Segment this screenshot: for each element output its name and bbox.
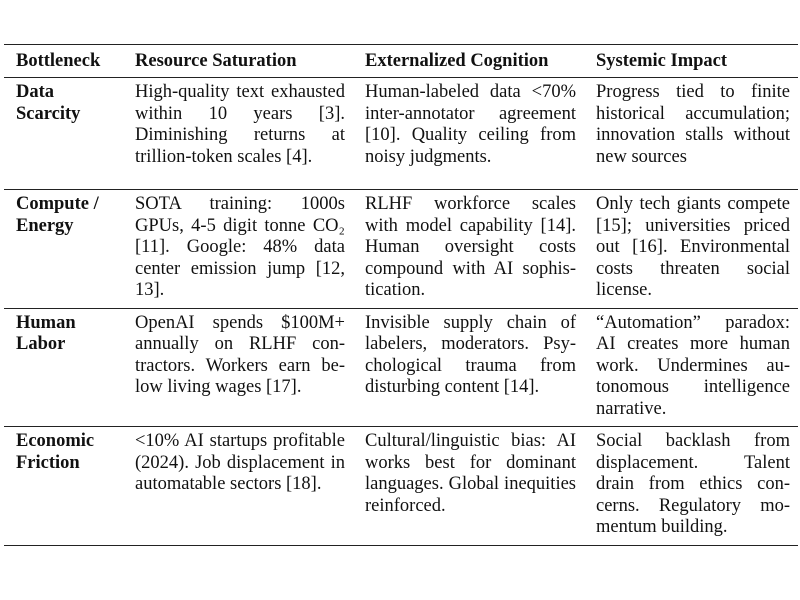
header-row: [4, 45, 798, 78]
cell-resource-saturation: SOTA training: 1000s GPUs, 4-5 digit tonne CO₂ [11]. Google: 48% data center emission jump [12, 13].: [135, 194, 345, 300]
cell-systemic-impact: “Automation” paradox: AI creates more human work. Undermines autonomous intelligence narrative.: [596, 312, 790, 419]
header-externalized-cognition: Externalized Cognition: [365, 51, 549, 71]
cell-resource-saturation: OpenAI spends $100M+ annually on RLHF contractors. Workers earn below living wages [17].: [135, 312, 345, 397]
header-resource-saturation: Resource Saturation: [135, 51, 297, 71]
cell-systemic-impact: Progress tied to finite historical accumulation; innovation stalls without new sources: [596, 82, 790, 167]
cell-systemic-impact: Social backlash from displacement. Talent drain from ethics concerns. Regulatory momentum building.: [596, 431, 790, 537]
row-label-data-scarcity: Data Scarcity: [16, 82, 81, 124]
cell-externalized-cognition: Cultural/linguistic bias: AI works best for dominant languages. Global inequities reinforced.: [365, 431, 576, 516]
cell-externalized-cognition: Human-labeled data <70% inter-annotator agreement [10]. Quality ceiling from noisy judgments.: [365, 82, 576, 167]
table-row: [4, 427, 798, 546]
cell-externalized-cognition: RLHF workforce scales with model capability [14]. Human oversight costs compound with AI sophistication.: [365, 194, 576, 300]
row-label-compute-energy: Compute / Energy: [16, 194, 99, 236]
header-bottleneck: Bottleneck: [16, 51, 101, 71]
table-row: [4, 308, 798, 427]
cell-externalized-cognition: Invisible supply chain of labelers, moderators. Psychological trauma from disturbing content [14].: [365, 312, 576, 397]
header-systemic-impact: Systemic Impact: [596, 51, 728, 71]
bottleneck-table: [4, 44, 798, 546]
table-row: [4, 78, 798, 190]
bottleneck-table-container: [4, 44, 798, 546]
table-header: [4, 45, 798, 78]
table-row: [4, 190, 798, 309]
row-label-economic-friction: Economic Friction: [16, 431, 95, 473]
table-body: [4, 78, 798, 546]
cell-systemic-impact: Only tech giants compete [15]; universities priced out [16]. Environmental costs threaten social license.: [596, 194, 790, 300]
cell-resource-saturation: High-quality text exhausted within 10 years [3]. Diminishing returns at trillion-token scales [4].: [135, 82, 345, 167]
row-label-human-labor: Human Labor: [16, 312, 76, 354]
cell-resource-saturation: <10% AI startups profitable (2024). Job displacement in automatable sectors [18].: [135, 431, 345, 494]
